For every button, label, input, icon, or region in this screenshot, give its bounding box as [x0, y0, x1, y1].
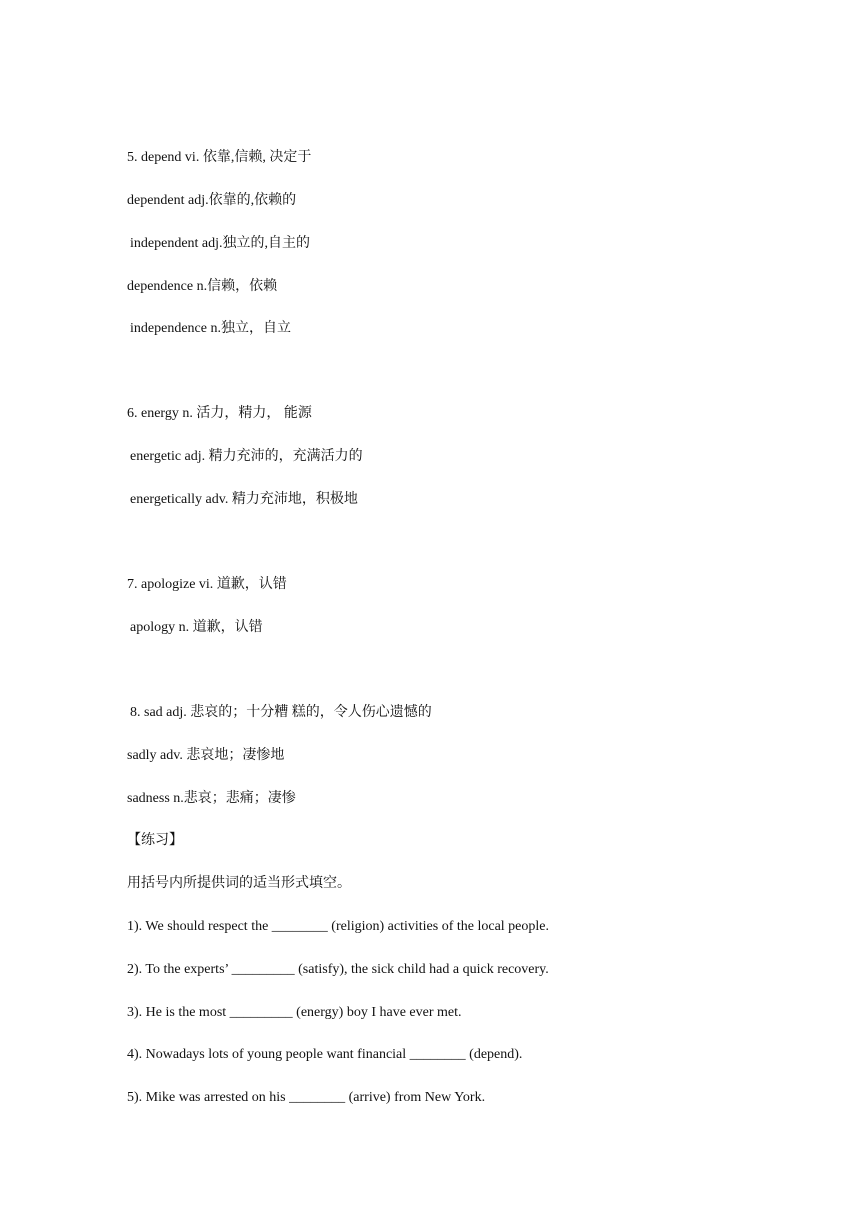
exercise-heading: 【练习】 [127, 833, 183, 848]
vocab-energetically: energetically adv. 精力充沛地，积极地 [130, 492, 358, 507]
exercise-item-5: 5). Mike was arrested on his ________ (arrive) from New York. [127, 1090, 486, 1105]
vocab-apologize: 7. apologize vi. 道歉，认错 [127, 577, 287, 592]
vocab-depend: 5. depend vi. 依靠,信赖, 决定于 [127, 150, 312, 165]
exercise-item-4: 4). Nowadays lots of young people want financial ________ (depend). [127, 1047, 523, 1062]
vocab-sad: 8. sad adj. 悲哀的；十分糟 糕的，令人伤心遗憾的 [130, 705, 432, 720]
vocab-apology: apology n. 道歉，认错 [130, 620, 263, 635]
vocab-dependence: dependence n.信赖，依赖 [127, 279, 278, 294]
vocab-dependent: dependent adj.依靠的,依赖的 [127, 193, 297, 208]
exercise-item-1: 1). We should respect the ________ (religion) activities of the local people. [127, 919, 549, 934]
vocab-energy: 6. energy n. 活力，精力， 能源 [127, 406, 312, 421]
vocab-energetic: energetic adj. 精力充沛的，充满活力的 [130, 449, 363, 464]
exercise-instruction: 用括号内所提供词的适当形式填空。 [127, 876, 351, 891]
vocab-sadness: sadness n.悲哀；悲痛；凄惨 [127, 791, 296, 806]
exercise-item-3: 3). He is the most _________ (energy) boy I have ever met. [127, 1005, 462, 1020]
vocab-independence: independence n.独立，自立 [130, 321, 291, 336]
vocab-sadly: sadly adv. 悲哀地；凄惨地 [127, 748, 285, 763]
exercise-item-2: 2). To the experts’ _________ (satisfy), the sick child had a quick recovery. [127, 962, 549, 977]
vocab-independent: independent adj.独立的,自主的 [130, 236, 311, 251]
